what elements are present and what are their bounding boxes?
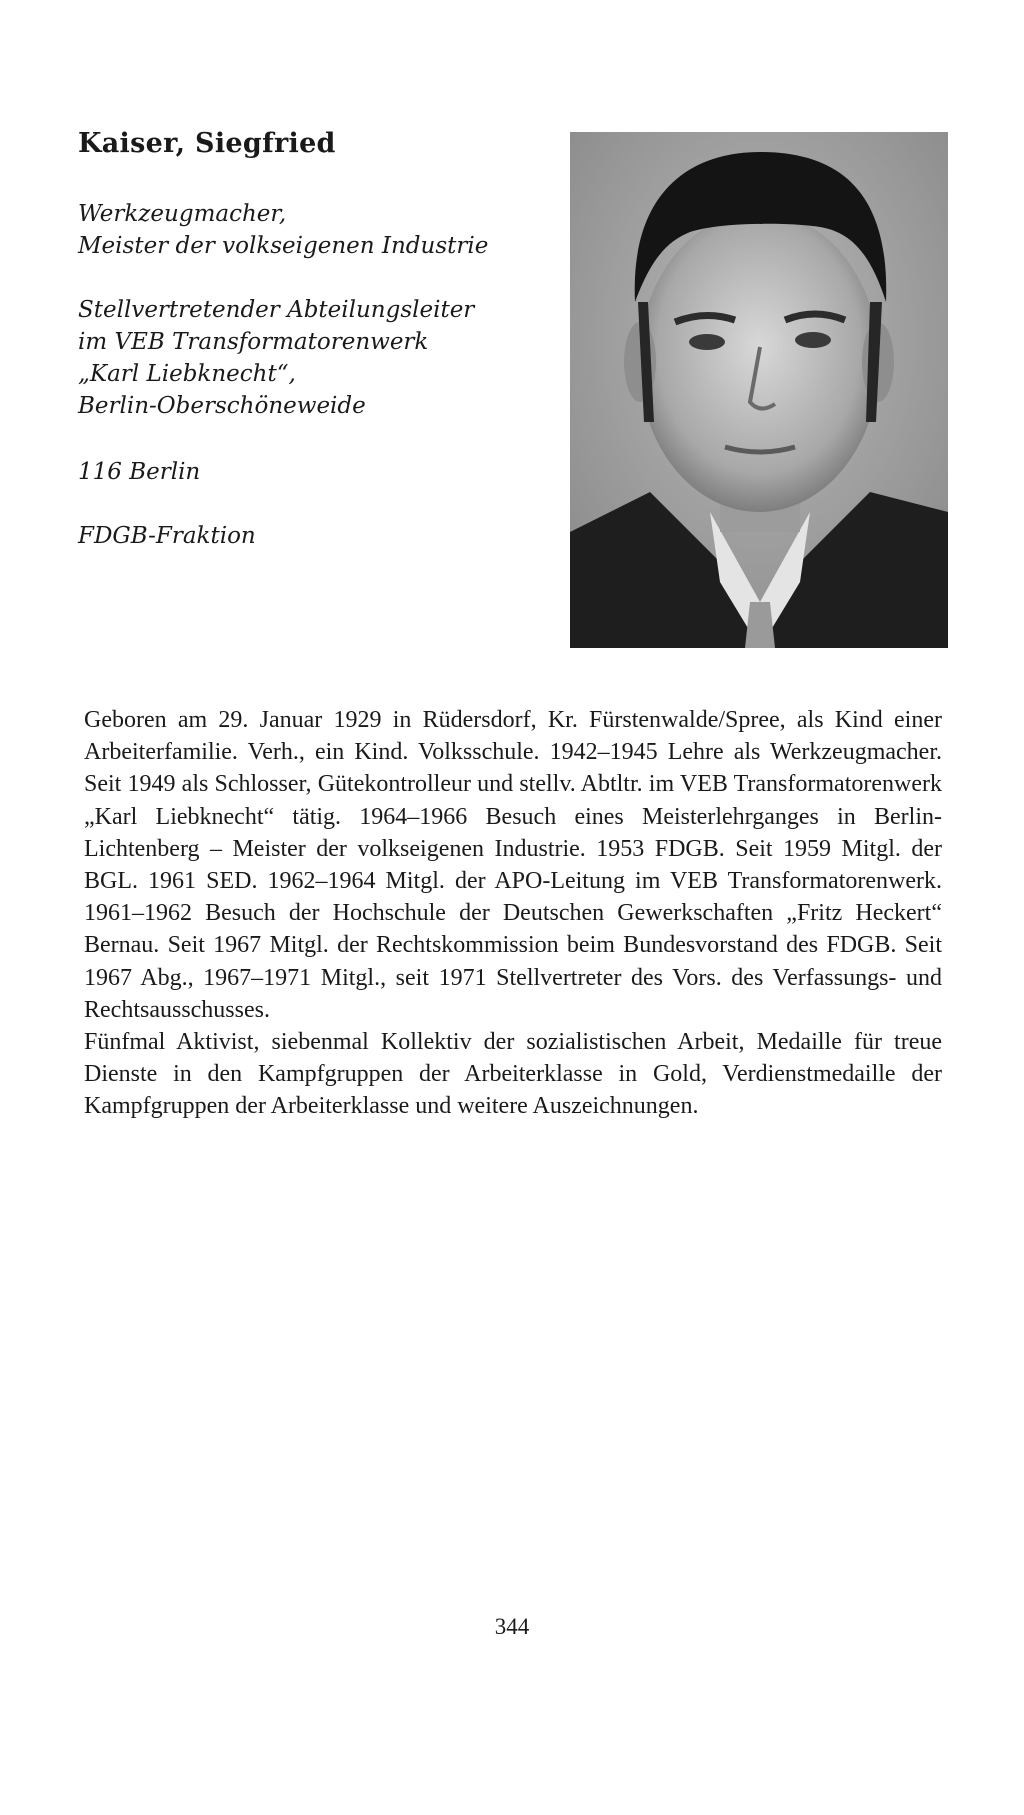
- occupation-line: Meister der volkseigenen Industrie: [78, 233, 489, 259]
- position: [78, 294, 474, 422]
- biography-paragraph: Geboren am 29. Januar 1929 in Rüdersdorf, Kr. Fürstenwalde/Spree, als Kind einer Arbeiterfamilie. Verh., ein Kind. Volksschule. 1942–1945 Lehre als Werkzeugmacher. Seit 1949 als Schlosser, Gütekontrolleur und stellv. Abtltr. im VEB Transformatorenwerk „Karl Liebknecht“ tätig. 1964–1966 Besuch eines Meisterlehrganges in Berlin-Lichtenberg – Meister der volkseigenen Industrie. 1953 FDGB. Seit 1959 Mitgl. der BGL. 1961 SED. 1962–1964 Mitgl. der APO-Leitung im VEB Transformatorenwerk. 1961–1962 Besuch der Hochschule der Deutschen Gewerkschaften „Fritz Heckert“ Bernau. Seit 1967 Mitgl. der Rechtskommission beim Bundesvorstand des FDGB. Seit 1967 Abg., 1967–1971 Mitgl., seit 1971 Stellvertreter des Vors. des Verfassungs- und Rechtsausschusses.: [84, 707, 942, 1023]
- location: 116 Berlin: [78, 459, 201, 485]
- portrait-photo: [570, 132, 948, 648]
- position-line: Berlin-Oberschöneweide: [78, 393, 366, 419]
- entry-name: Kaiser, Siegfried: [78, 128, 336, 159]
- position-line: im VEB Transformatorenwerk: [78, 329, 429, 355]
- biography: [84, 704, 942, 1123]
- occupation-line: Werkzeugmacher,: [78, 201, 287, 227]
- faction: FDGB-Fraktion: [78, 523, 256, 549]
- biography-paragraph: Fünfmal Aktivist, siebenmal Kollektiv der sozialistischen Arbeit, Medaille für treue Dienste in den Kampfgruppen der Arbeiterklasse in Gold, Verdienstmedaille der Kampfgruppen der Arbeiterklasse und weitere Auszeichnungen.: [84, 1029, 942, 1120]
- page-number: 344: [494, 1614, 530, 1639]
- occupation: [78, 198, 488, 262]
- position-line: Stellvertretender Abteilungsleiter: [78, 297, 475, 323]
- position-line: „Karl Liebknecht“,: [78, 361, 296, 387]
